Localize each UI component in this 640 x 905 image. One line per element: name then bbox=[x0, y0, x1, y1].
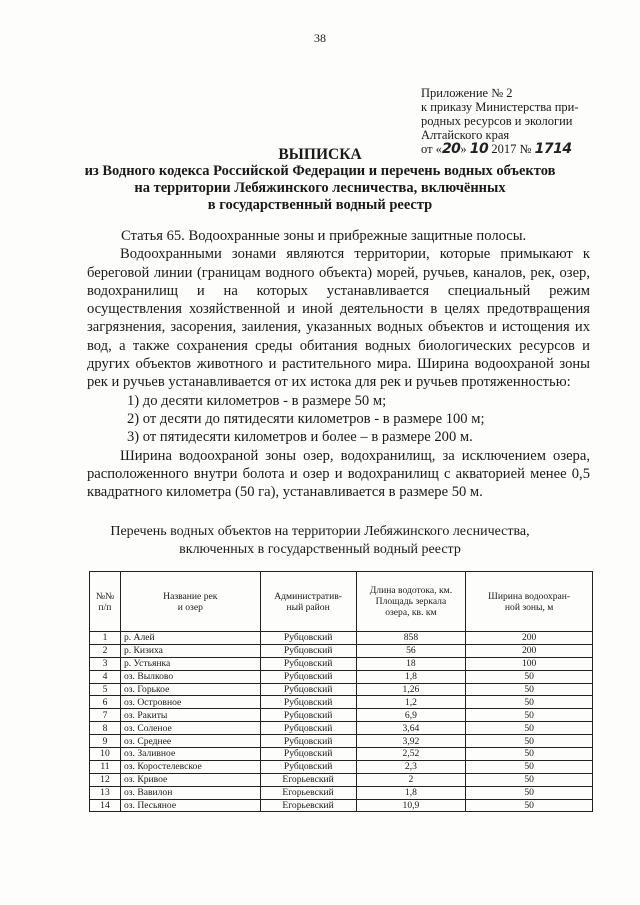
cell-name: оз. Вылково bbox=[120, 670, 260, 683]
table-row bbox=[90, 709, 593, 722]
cell-length-area: 2,52 bbox=[356, 748, 466, 761]
cell-name: оз. Соленое bbox=[120, 722, 260, 735]
cell-number: 11 bbox=[90, 760, 121, 773]
cell-district: Егорьевский bbox=[260, 773, 356, 786]
title-line: ВЫПИСКА bbox=[278, 146, 362, 163]
cell-number: 9 bbox=[90, 735, 121, 748]
table-row bbox=[90, 748, 593, 761]
title-line: из Водного кодекса Российской Федерации и перечень водных объектов bbox=[84, 163, 556, 179]
list-item: 1) до десяти километров - в размере 50 м; bbox=[127, 392, 387, 409]
cell-name: оз. Среднее bbox=[120, 735, 260, 748]
cell-number: 6 bbox=[90, 696, 121, 709]
year-prefix: 2017 № bbox=[488, 142, 535, 156]
cell-length-area: 10,9 bbox=[356, 799, 466, 812]
cell-length-area: 2 bbox=[356, 773, 466, 786]
cell-length-area: 56 bbox=[356, 644, 466, 657]
cell-name: оз. Горькое bbox=[120, 683, 260, 696]
table-row bbox=[90, 735, 593, 748]
cell-zone-width: 50 bbox=[466, 709, 593, 722]
header-name: Название рек и озер bbox=[120, 572, 260, 632]
cell-zone-width: 50 bbox=[466, 773, 593, 786]
page-number: 38 bbox=[314, 31, 326, 45]
cell-number: 12 bbox=[90, 773, 121, 786]
cell-district: Егорьевский bbox=[260, 799, 356, 812]
title-line: в государственный водный реестр bbox=[207, 197, 433, 213]
cell-name: р. Алей bbox=[120, 632, 260, 645]
cell-zone-width: 50 bbox=[466, 722, 593, 735]
cell-name: оз. Ракиты bbox=[120, 709, 260, 722]
cell-length-area: 3,64 bbox=[356, 722, 466, 735]
cell-zone-width: 50 bbox=[466, 748, 593, 761]
table-row bbox=[90, 786, 593, 799]
table-row bbox=[90, 722, 593, 735]
table-row bbox=[90, 683, 593, 696]
table-row bbox=[90, 696, 593, 709]
handwritten-order-number: 1714 bbox=[534, 141, 572, 157]
cell-district: Рубцовский bbox=[260, 657, 356, 670]
cell-length-area: 1,8 bbox=[356, 670, 466, 683]
cell-name: оз. Вавилон bbox=[120, 786, 260, 799]
table-body bbox=[90, 632, 593, 812]
cell-name: оз. Заливное bbox=[120, 748, 260, 761]
table-row bbox=[90, 670, 593, 683]
cell-zone-width: 50 bbox=[466, 670, 593, 683]
cell-zone-width: 50 bbox=[466, 786, 593, 799]
cell-district: Рубцовский bbox=[260, 632, 356, 645]
title-line: на территории Лебяжинского лесничества, включённых bbox=[134, 180, 506, 196]
cell-name: оз. Коростелевское bbox=[120, 760, 260, 773]
cell-length-area: 18 bbox=[356, 657, 466, 670]
cell-zone-width: 200 bbox=[466, 632, 593, 645]
header-district: Административ- ный район bbox=[260, 572, 356, 632]
cell-district: Рубцовский bbox=[260, 760, 356, 773]
cell-length-area: 2,3 bbox=[356, 760, 466, 773]
cell-zone-width: 100 bbox=[466, 657, 593, 670]
list-title-line: Перечень водных объектов на территории Лебяжинского лесничества, bbox=[110, 524, 530, 539]
table-row bbox=[90, 799, 593, 812]
table-row bbox=[90, 632, 593, 645]
cell-name: р. Кизиха bbox=[120, 644, 260, 657]
header-number: №№ п/п bbox=[90, 572, 121, 632]
appendix-line: к приказу Министерства при- bbox=[421, 100, 579, 114]
cell-number: 3 bbox=[90, 657, 121, 670]
date-mid: » bbox=[460, 142, 470, 156]
table-row bbox=[90, 760, 593, 773]
list-title-line: включенных в государственный водный реестр bbox=[179, 542, 461, 557]
cell-zone-width: 50 bbox=[466, 735, 593, 748]
cell-name: р. Устьянка bbox=[120, 657, 260, 670]
date-prefix: от « bbox=[421, 142, 442, 156]
cell-number: 7 bbox=[90, 709, 121, 722]
cell-district: Рубцовский bbox=[260, 709, 356, 722]
cell-district: Рубцовский bbox=[260, 735, 356, 748]
cell-number: 5 bbox=[90, 683, 121, 696]
list-title bbox=[0, 523, 640, 559]
cell-number: 13 bbox=[90, 786, 121, 799]
cell-number: 1 bbox=[90, 632, 121, 645]
cell-name: оз. Песьяное bbox=[120, 799, 260, 812]
table-row bbox=[90, 657, 593, 670]
paragraph: Водоохранными зонами являются территории, которые примыкают к береговой линии (границам водного объекта) морей, ручьев, каналов, рек, озер, водохранилищ и на которых устанавливается специальный режим осуществления хозяйственной и иной деятельности в целях предотвращения загрязнения, засорения, заиления, указанных водных объектов и истощения их вод, а также сохранения среды обитания водных биологических ресурсов и других объектов животного и растительного мира. Ширина водоохраной зоны рек и ручьев устанавливается от их истока для рек и ручьев протяженностью: bbox=[87, 246, 590, 391]
cell-district: Рубцовский bbox=[260, 748, 356, 761]
document-title bbox=[0, 146, 640, 214]
cell-zone-width: 200 bbox=[466, 644, 593, 657]
table-header-row bbox=[90, 572, 593, 632]
appendix-line: Алтайского края bbox=[421, 128, 510, 142]
cell-number: 14 bbox=[90, 799, 121, 812]
cell-length-area: 1,8 bbox=[356, 786, 466, 799]
handwritten-month: 10 bbox=[469, 141, 489, 157]
appendix-line: Приложение № 2 bbox=[421, 86, 513, 100]
header-length-area: Длина водотока, км. Площадь зеркала озера, кв. км bbox=[356, 572, 466, 632]
cell-district: Рубцовский bbox=[260, 683, 356, 696]
cell-district: Егорьевский bbox=[260, 786, 356, 799]
cell-length-area: 1,2 bbox=[356, 696, 466, 709]
cell-number: 10 bbox=[90, 748, 121, 761]
handwritten-day: 20 bbox=[441, 141, 461, 157]
list-item: 3) от пятидесяти километров и более – в размере 200 м. bbox=[127, 429, 473, 446]
header-zone-width: Ширина водоохран- ной зоны, м bbox=[466, 572, 593, 632]
cell-zone-width: 50 bbox=[466, 799, 593, 812]
cell-number: 2 bbox=[90, 644, 121, 657]
document-body bbox=[87, 227, 590, 501]
table-row bbox=[90, 773, 593, 786]
cell-length-area: 858 bbox=[356, 632, 466, 645]
paragraph: Ширина водоохраной зоны озер, водохранилищ, за исключением озера, расположенного внутри болота и озер и водохранилищ с акваторией менее 0,5 квадратного километра (50 га), устанавливается в размере 50 м. bbox=[87, 447, 590, 501]
cell-length-area: 3,92 bbox=[356, 735, 466, 748]
cell-zone-width: 50 bbox=[466, 696, 593, 709]
cell-length-area: 1,26 bbox=[356, 683, 466, 696]
cell-district: Рубцовский bbox=[260, 696, 356, 709]
list-item: 2) от десяти до пятидесяти километров - в размере 100 м; bbox=[127, 410, 485, 427]
article-heading: Статья 65. Водоохранные зоны и прибрежные защитные полосы. bbox=[121, 228, 527, 244]
cell-district: Рубцовский bbox=[260, 644, 356, 657]
cell-zone-width: 50 bbox=[466, 683, 593, 696]
cell-district: Рубцовский bbox=[260, 670, 356, 683]
cell-number: 4 bbox=[90, 670, 121, 683]
cell-district: Рубцовский bbox=[260, 722, 356, 735]
table-row bbox=[90, 644, 593, 657]
water-objects-table bbox=[89, 571, 593, 812]
cell-length-area: 6,9 bbox=[356, 709, 466, 722]
cell-number: 8 bbox=[90, 722, 121, 735]
cell-zone-width: 50 bbox=[466, 760, 593, 773]
cell-name: оз. Островное bbox=[120, 696, 260, 709]
cell-name: оз. Кривое bbox=[120, 773, 260, 786]
appendix-line: родных ресурсов и экологии bbox=[421, 114, 573, 128]
